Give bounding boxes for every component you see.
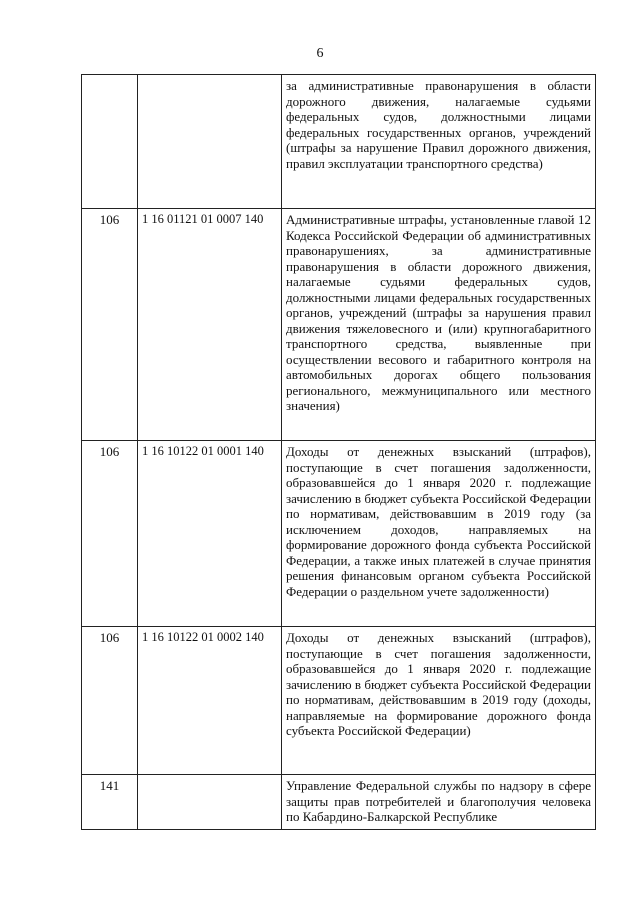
revenue-name-cell: Доходы от денежных взысканий (штрафов), поступающие в счет погашения задолженности, образовавшейся до 1 января 2020 г. подлежащие зачислению в бюджет субъекта Российской Федерации по нормативам, действовавшим в 2019 году (за исключением доходов, направляемых на формирование дорожного фонда субъекта Российской Федерации, а также иных платежей в случае принятия решения финансовым органом субъекта Российской Федерации о раздельном учете задолженности) (282, 441, 596, 627)
kbk-code-cell (138, 75, 282, 209)
table-row (82, 75, 596, 209)
table-row (82, 209, 596, 441)
revenue-name-cell: за административные правонарушения в области дорожного движения, налагаемые судьями федеральных судов, должностными лицами федеральных государственных органов, учреждений (штрафы за нарушение Правил дорожного движения, правил эксплуатации транспортного средства) (282, 75, 596, 209)
table-row (82, 627, 596, 775)
admin-code-cell: 106 (82, 209, 138, 441)
revenue-codes-table (81, 74, 596, 830)
page-number: 6 (316, 46, 324, 61)
table-row (82, 441, 596, 627)
revenue-name-cell: Управление Федеральной службы по надзору в сфере защиты прав потребителей и благополучия человека по Кабардино-Балкарской Республике (282, 775, 596, 830)
admin-code-cell: 106 (82, 627, 138, 775)
admin-code-cell: 106 (82, 441, 138, 627)
revenue-name-cell: Доходы от денежных взысканий (штрафов), поступающие в счет погашения задолженности, образовавшейся до 1 января 2020 г. подлежащие зачислению в бюджет субъекта Российской Федерации по нормативам, действовавшим в 2019 году (доходы, направляемые на формирование дорожного фонда субъекта Российской Федерации) (282, 627, 596, 775)
table-row (82, 775, 596, 830)
kbk-code-cell: 1 16 01121 01 0007 140 (138, 209, 282, 441)
kbk-code-cell (138, 775, 282, 830)
admin-code-cell: 141 (82, 775, 138, 830)
kbk-code-cell: 1 16 10122 01 0001 140 (138, 441, 282, 627)
kbk-code-cell: 1 16 10122 01 0002 140 (138, 627, 282, 775)
admin-code-cell (82, 75, 138, 209)
revenue-name-cell: Административные штрафы, установленные главой 12 Кодекса Российской Федерации об административных правонарушениях, за административные правонарушения в области дорожного движения, налагаемые судьями федеральных судов, должностными лицами федеральных государственных органов, учреждений (штрафы за нарушения правил движения тяжеловесного и (или) крупногабаритного транспортного средства, выявленные при осуществлении весового и габаритного контроля на автомобильных дорогах общего пользования регионального, межмуниципального или местного значения) (282, 209, 596, 441)
